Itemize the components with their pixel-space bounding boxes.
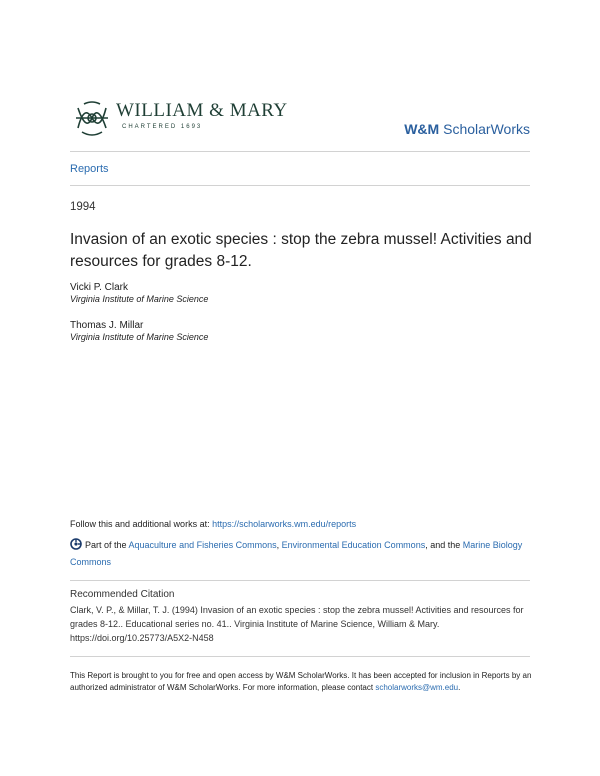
footer-end: .	[458, 683, 461, 692]
publication-year: 1994	[70, 201, 96, 213]
follow-line	[70, 519, 356, 529]
logo-subtitle: CHARTERED 1693	[122, 124, 203, 130]
part-of-line	[70, 538, 532, 570]
environmental-education-commons-link[interactable]: Environmental Education Commons	[281, 540, 426, 550]
footer-text: This Report is brought to you for free and open access by W&M ScholarWorks. It has been accepted for inclusion in Reports by an authorized administrator of W&M ScholarWorks. For more information, please contact	[70, 671, 532, 692]
author-name: Vicki P. Clark	[70, 282, 128, 293]
citation-text: Clark, V. P., & Millar, T. J. (1994) Invasion of an exotic species : stop the zebra mussel! Activities and resources for grades 8-12.. Educational series no. 41.. Virginia Institute of Marine Science, William & Mary. https://doi.org/10.25773/A5X2-N458	[70, 605, 524, 643]
marine-biology-commons-link[interactable]: Marine Biology Commons	[70, 540, 523, 567]
part-of-sep: ,	[276, 540, 282, 550]
header-divider	[70, 151, 530, 152]
logo-wordmark: WILLIAM & MARY	[116, 100, 288, 121]
brand-rest: ScholarWorks	[439, 121, 530, 137]
scholarworks-brand[interactable]	[404, 121, 530, 137]
follow-text: Follow this and additional works at:	[70, 519, 213, 529]
collection-divider	[70, 185, 530, 186]
document-title: Invasion of an exotic species : stop the zebra mussel! Activities and resources for grades 8-12.	[70, 231, 532, 270]
brand-bold: W&M	[404, 121, 440, 137]
part-of-prefix: Part of the	[85, 540, 129, 550]
collection-link[interactable]: Reports	[70, 163, 109, 175]
aquaculture-commons-link[interactable]: Aquaculture and Fisheries Commons	[128, 540, 277, 550]
author-affiliation: Virginia Institute of Marine Science	[70, 332, 209, 342]
footer-divider	[70, 656, 530, 657]
citation-heading: Recommended Citation	[70, 589, 175, 600]
citation-divider	[70, 580, 530, 581]
author-affiliation: Virginia Institute of Marine Science	[70, 294, 209, 304]
follow-link[interactable]: https://scholarworks.wm.edu/reports	[212, 519, 357, 529]
author-name: Thomas J. Millar	[70, 320, 144, 331]
william-mary-logo[interactable]	[72, 96, 292, 140]
author-block	[70, 320, 208, 342]
contact-email-link[interactable]: scholarworks@wm.edu	[375, 683, 459, 692]
part-of-sep: , and the	[425, 540, 463, 550]
commons-network-icon	[70, 538, 82, 555]
footer-notice	[70, 670, 532, 694]
author-block	[70, 282, 208, 304]
cypher-emblem-icon	[72, 98, 112, 138]
